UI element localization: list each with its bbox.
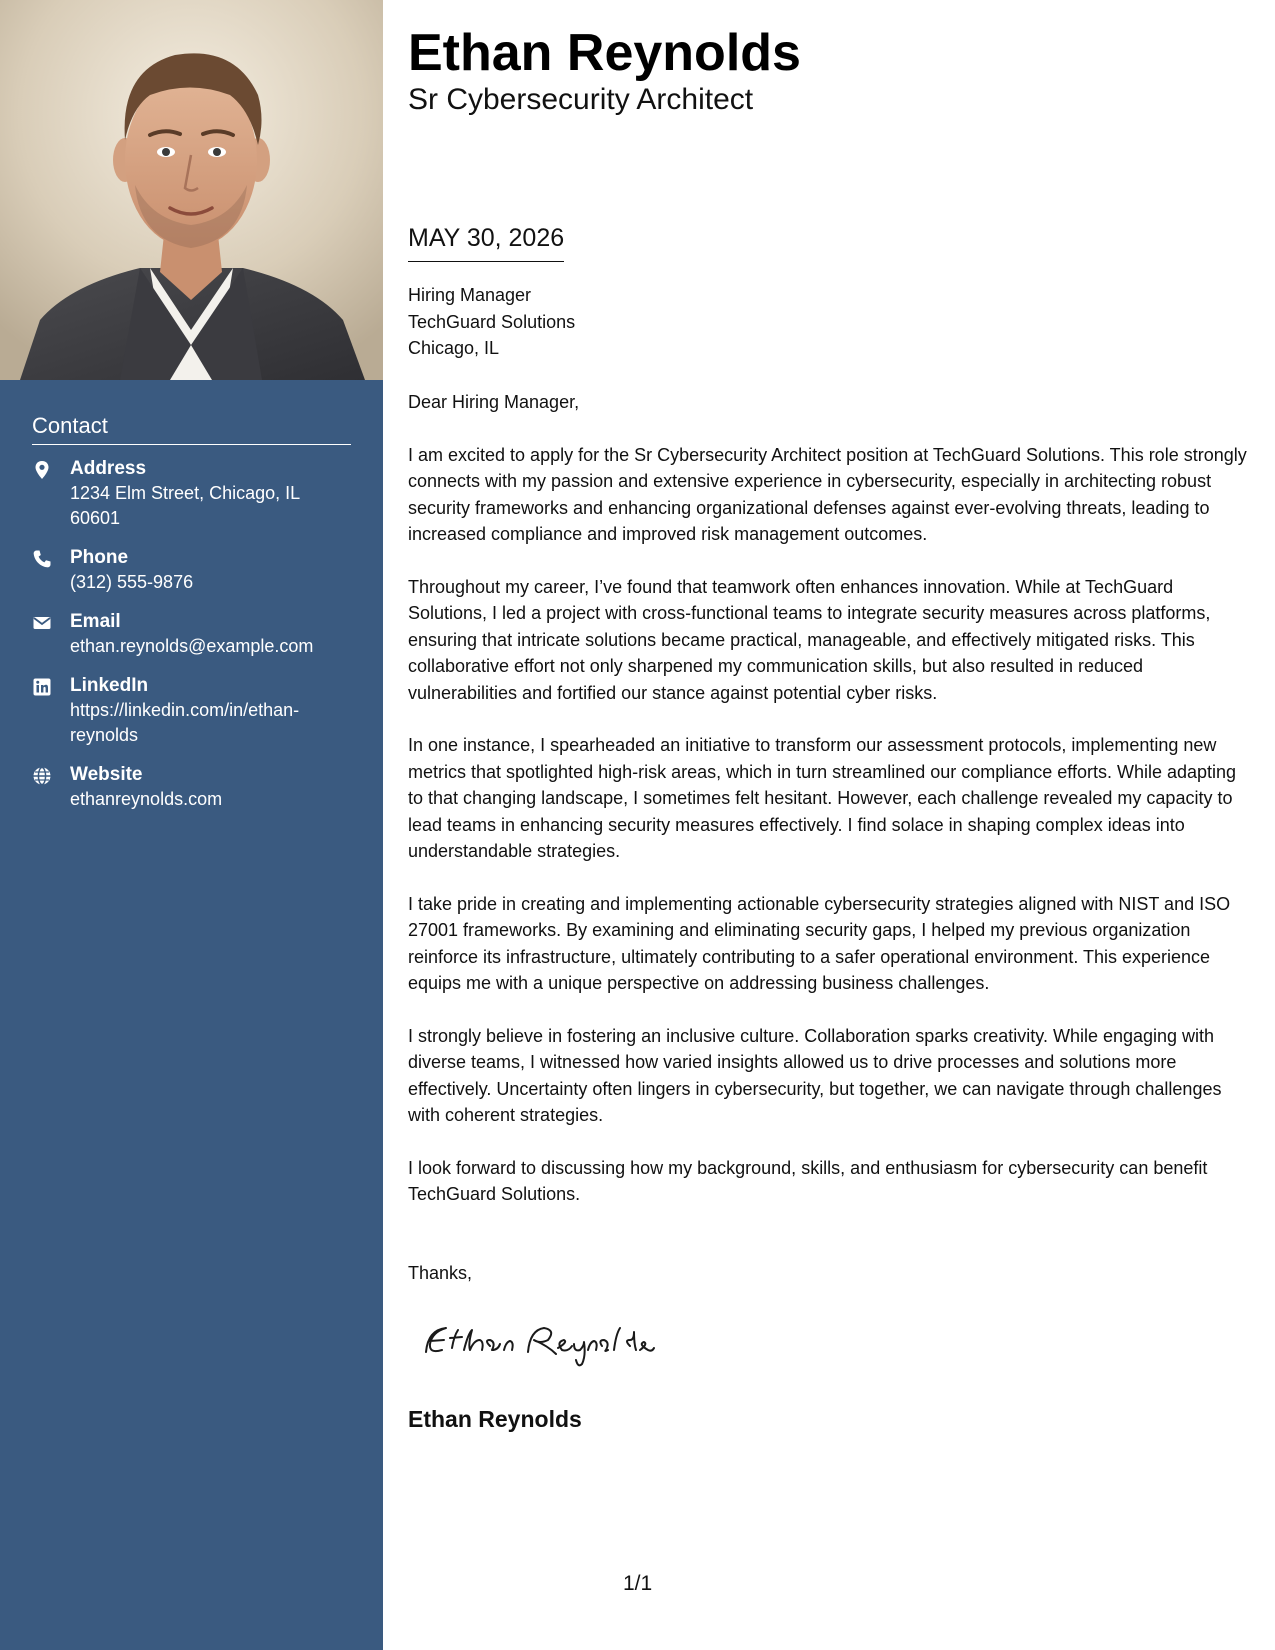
page-number: 1/1: [623, 1572, 653, 1595]
phone-value[interactable]: (312) 555-9876: [70, 572, 194, 592]
linkedin-label: LinkedIn: [70, 675, 149, 696]
letter-paragraph-1: I am excited to apply for the Sr Cybersecurity Architect position at TechGuard Solutions. This role strongly connects with my passion and extensive experience in cybersecurity, especially in architecting robust security frameworks and enhancing organizational defenses against ever-evolving threats, leading to increased compliance and improved risk management outcomes.: [408, 444, 1247, 544]
recipient-block: [408, 282, 575, 362]
letter-paragraph-3: In one instance, I spearheaded an initiative to transform our assessment protocols, implementing new metrics that spotlighted high-risk areas, which in turn streamlined our compliance efforts. While adapting to that changing landscape, I sometimes felt hesitant. However, each challenge revealed my capacity to lead teams in enhancing security measures effectively. I find solace in shaping complex ideas into understandable strategies.: [408, 735, 1237, 861]
contact-section: [32, 413, 351, 827]
salutation: Dear Hiring Manager,: [408, 392, 580, 412]
letter-paragraph-5: I strongly believe in fostering an inclusive culture. Collaboration sparks creativity. While engaging with diverse teams, I witnessed how varied insights allowed us to drive processes and solutions more effectively. Uncertainty often lingers in cybersecurity, but together, we can navigate through challenges with coherent strategies.: [408, 1025, 1222, 1125]
address-line-2: 60601: [70, 508, 121, 528]
recipient-location: Chicago, IL: [408, 338, 500, 358]
letter-date: MAY 30, 2026: [408, 222, 564, 262]
applicant-name: Ethan Reynolds: [408, 24, 801, 82]
letter-paragraph-6: I look forward to discussing how my background, skills, and enthusiasm for cybersecurity can benefit TechGuard Solutions.: [408, 1157, 1208, 1204]
address-line-1: 1234 Elm Street, Chicago, IL: [70, 483, 301, 503]
letter-paragraph-4: I take pride in creating and implementing actionable cybersecurity strategies aligned with NIST and ISO 27001 frameworks. By examining and eliminating security gaps, I helped my previous organization reinforce its infrastructure, ultimately contributing to a safer operational environment. This experience equips me with a unique perspective on addressing business challenges.: [408, 893, 1231, 993]
contact-phone: [32, 546, 351, 595]
map-pin-icon: [32, 457, 70, 480]
linkedin-icon: [32, 674, 70, 697]
phone-icon: [32, 546, 70, 569]
email-label: Email: [70, 611, 121, 632]
handwritten-signature: [418, 1310, 658, 1370]
website-value[interactable]: ethanreynolds.com: [70, 789, 223, 809]
recipient-company: TechGuard Solutions: [408, 311, 576, 332]
letter-paragraph-2: Throughout my career, I’ve found that teamwork often enhances innovation. While at TechGuard Solutions, I led a project with cross-functional teams to integrate security measures across platforms, ensuring that intricate solutions became practical, manageable, and effectively mitigated risks. This collaborative effort not only sharpened my communication skills, but also resulted in reduced vulnerabilities and fortified our stance against potential cyber risks.: [408, 576, 1211, 703]
contact-linkedin: [32, 674, 351, 748]
closing: Thanks,: [408, 1263, 473, 1283]
signer-name: Ethan Reynolds: [408, 1406, 582, 1432]
linkedin-url-line-2[interactable]: reynolds: [70, 725, 139, 745]
contact-heading: Contact: [32, 413, 351, 445]
sidebar: [0, 0, 383, 1650]
linkedin-url-line-1[interactable]: https://linkedin.com/in/ethan-: [70, 700, 300, 720]
phone-label: Phone: [70, 547, 129, 568]
applicant-job-title: Sr Cybersecurity Architect: [408, 83, 754, 116]
profile-photo: [0, 0, 383, 380]
globe-icon: [32, 763, 70, 786]
email-value[interactable]: ethan.reynolds@example.com: [70, 636, 314, 656]
contact-email: [32, 610, 351, 659]
envelope-icon: [32, 610, 70, 633]
recipient-title: Hiring Manager: [408, 285, 532, 305]
contact-address: [32, 457, 351, 531]
letter-body: [408, 389, 1253, 1234]
address-label: Address: [70, 458, 147, 479]
website-label: Website: [70, 764, 143, 785]
contact-website: [32, 763, 351, 812]
